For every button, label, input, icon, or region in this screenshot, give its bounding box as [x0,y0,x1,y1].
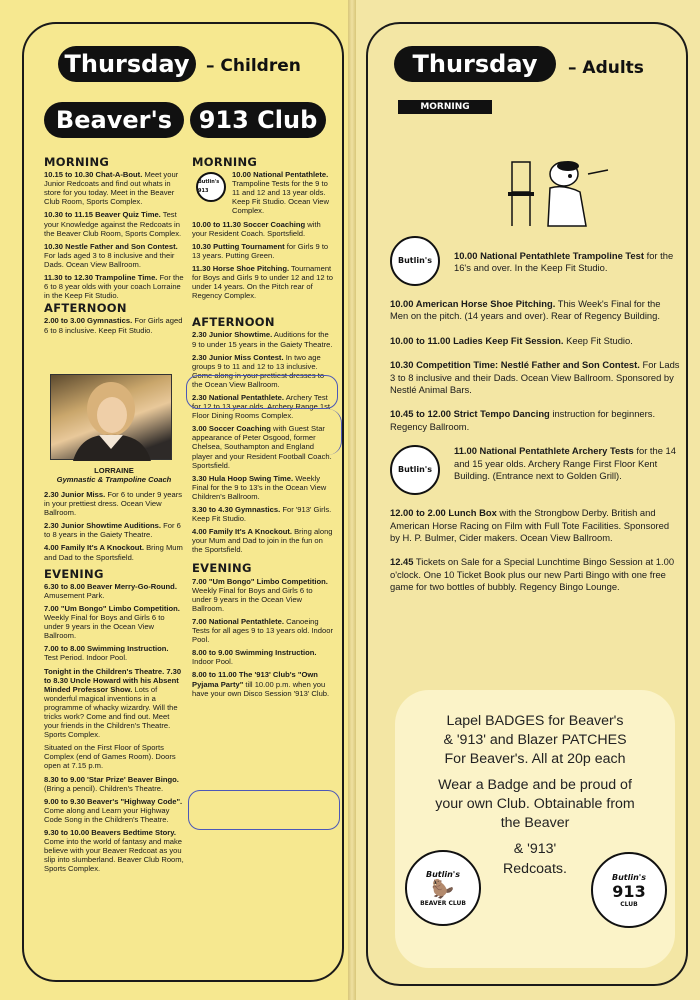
club913-morning-heading: MORNING [192,155,258,169]
list-item: 2.30 Junior Miss. For 6 to under 9 years in your prettiest dress. Ocean View Ballroom. [44,490,183,518]
list-item: 3.30 Hula Hoop Swing Time. Weekly Final for the 9 to 13's in the Ocean View Children's Ballroom. [192,473,327,501]
list-item: 6.30 to 8.00 Beaver Merry-Go-Round. Amusement Park. [44,581,177,600]
list-item: 10.30 Putting Tournament for Girls 9 to 13 years. Putting Green. [192,241,329,260]
promo-line: & '913' [513,841,557,857]
lorraine-photo [50,374,172,460]
promo-line: Wear a Badge and be proud of [438,777,632,793]
club913-afternoon-heading: AFTERNOON [192,315,275,330]
list-item: Butlin's 913 10.00 National Pentathlete. Trampoline Tests for the 9 to 11 and 12 and 13 year olds. Keep Fit Studio. Ocean View Complex. [198,170,329,216]
cartoon-illustration [498,152,618,232]
badges-promo-box [395,690,675,968]
list-item: Tonight in the Children's Theatre. 7.30 to 8.30 Uncle Howard with his Absent Minded Professor Show. Lots of wonderful magical inventions in a programme of whacky wizardry. Will the tricks work? Come and find out. Meet your friends in the Children's Theatre. Sports Complex. [44,666,182,740]
list-item: 12.00 to 2.00 Lunch Box with the Strongbow Derby. British and American Horse Racing on Film with Full Tote Facilities. Sponsored by H. P. Bulmer, Cider makers. Ocean View Ballroom. [390,507,670,544]
promo-line: the Beaver [500,815,570,831]
list-item: Butlin's 11.00 National Pentathlete Archery Tests for the 14 and 15 year olds. Archery Range First Floor Kent Building. (Entrance next to Golden Grill). [390,445,680,495]
list-item: 2.30 Junior Miss Contest. In two age groups 9 to 11 and 12 to 13 inclusive. Come along in your prettiest dresses to the Ocean View Ballroom. [192,352,325,389]
beavers-evening-heading: EVENING [44,566,104,581]
day-pill-adults: Thursday [394,46,556,82]
pen-bracket-annotation [186,409,342,455]
list-item: 8.00 to 11.00 The '913' Club's "Own Pyjama Party" till 10.00 p.m. when you have your own Disco Session '913' Club. [192,670,330,698]
club-913-badge-icon: Butlin's 913 CLUB [591,852,667,928]
photo-name: LORRAINE [94,466,134,475]
beaver-club-badge-icon: Butlin's 🦫 BEAVER CLUB [405,850,481,926]
list-item: 7.00 "Um Bongo" Limbo Competition. Weekly Final for Boys and Girls 6 to under 9 years in the Ocean View Ballroom. [44,603,180,641]
list-item: 9.30 to 10.00 Beavers Bedtime Story. Come into the world of fantasy and make believe with your Beaver Redcoat as you slip into slumberland. Beaver Club Room, Sports Complex. [44,828,184,874]
audience-adults: – Adults [568,58,644,78]
list-item: 12.45 Tickets on Sale for a Special Lunchtime Bingo Session at 1.00 o'clock. One 10 Ticket Book plus our new Parti Bingo with one free game for two bottles of bubbly. Regency Bingo Lounge. [390,556,675,593]
promo-line: Redcoats. [503,861,567,877]
list-item: 8.30 to 9.00 'Star Prize' Beaver Bingo. (Bring a pencil). Children's Theatre. [44,774,179,793]
list-item: 10.30 Nestle Father and Son Contest. For lads aged 3 to 8 inclusive and their Dads. Ocean View Ballroom. [44,241,178,269]
list-item: 4.00 Family It's A Knockout. Bring Mum and Dad to the Sportsfield. [44,543,183,562]
list-item: 7.00 National Pentathlete. Canoeing Tests for all ages 9 to 13 years old. Indoor Pool. [192,616,333,645]
butlins-logo-icon: Butlin's [390,236,440,286]
beavers-column-top [44,154,184,339]
butlins-logo-icon: Butlin's [390,445,440,495]
list-item: 7.00 "Um Bongo" Limbo Competition. Weekly Final for Boys and Girls 6 to under 9 years in the Ocean View Ballroom. [192,576,328,613]
pen-circle-annotation [186,375,338,409]
list-item: 10.00 to 11.30 Soccer Coaching with your Resident Coach. Sportsfield. [192,219,321,238]
audience-children: – Children [206,56,301,76]
beavers-afternoon-heading: AFTERNOON [44,301,127,316]
beavers-morning-heading: MORNING [44,155,110,169]
list-item: 10.00 to 11.00 Ladies Keep Fit Session. Keep Fit Studio. [390,334,633,346]
promo-line: Lapel BADGES for Beaver's [446,713,624,729]
list-item: 11.30 to 12.30 Trampoline Time. For the 6 to 8 year olds with your coach Lorraine in the Keep Fit Studio. [44,273,184,301]
list-item: 10.15 to 10.30 Chat-A-Bout. Meet your Junior Redcoats and find out whats in store for you today. Meet in the Beaver Club Room, Sports Complex. [44,170,179,207]
page-gutter [348,0,356,1000]
list-item: 8.00 to 9.00 Swimming Instruction. Indoor Pool. [192,648,317,667]
list-item: 3.00 Soccer Coaching with Guest Star appearance of Peter Osgood, former Chelsea, Southampton and England player and your Resident Football Coach. Sportsfield. [192,424,332,470]
promo-line: For Beaver's. All at 20p each [444,751,626,767]
list-item: 3.30 to 4.30 Gymnastics. For '913' Girls. Keep Fit Studio. [192,505,332,524]
beavers-club-pill: Beaver's [44,102,184,138]
list-item: 7.00 to 8.00 Swimming Instruction. Test Period. Indoor Pool. [44,644,169,663]
promo-line: your own Club. Obtainable from [435,796,635,812]
butlins-913-logo-icon: Butlin's 913 [196,172,226,202]
list-item: 10.45 to 12.00 Strict Tempo Dancing instruction for beginners. Regency Ballroom. [390,408,656,432]
list-item: 9.00 to 9.30 Beaver's "Highway Code". Come along and Learn your Highway Code Song in the Children's Theatre. [44,796,183,824]
list-item: 10.00 American Horse Shoe Pitching. This Week's Final for the Men on the pitch. (14 years and over). Rear of Regency Building. [390,298,661,322]
list-item: 2.30 National Pentathlete. Archery Test for 12 to 13 year olds. Archery Range 1st Floor Dining Rooms Complex. [192,392,331,421]
day-pill-children: Thursday [58,46,196,82]
list-item: Situated on the First Floor of Sports Complex (end of Games Room). Doors open at 7.15 p.m. [44,743,176,771]
list-item: 2.30 Junior Showtime Auditions. For 6 to 8 years in the Gaiety Theatre. [44,521,181,540]
list-item: 10.30 to 11.15 Beaver Quiz Time. Test your Knowledge against the Redcoats in the Beaver Club Room, Sports Complex. [44,210,182,238]
photo-caption: Gymnastic & Trampoline Coach [56,475,172,485]
club913-evening-heading: EVENING [192,561,252,576]
promo-line: & '913' and Blazer PATCHES [443,732,627,748]
pen-circle-annotation [188,790,340,830]
list-item: 11.30 Horse Shoe Pitching. Tournament for Boys and Girls 9 to under 12 and 12 to under 14 years. On the Pitch rear of Regency Complex. [192,263,333,301]
list-item: 4.00 Family It's A Knockout. Bring along your Mum and Dad to join in the fun on the Sportsfield. [192,527,333,555]
adults-schedule [390,236,680,606]
list-item: 2.00 to 3.00 Gymnastics. For Girls aged 6 to 8 inclusive. Keep Fit Studio. [44,316,183,335]
list-item: Butlin's 10.00 National Pentathlete Trampoline Test for the 16's and over. In the Keep Fit Studio. [390,236,680,286]
club-913-pill: 913 Club [190,102,326,138]
list-item: 2.30 Junior Showtime. Auditions for the 9 to under 15 years in the Gaiety Theatre. [192,330,333,349]
list-item: 10.30 Competition Time: Nestlé Father and Son Contest. For Lads 3 to 8 inclusive and their Dads. Ocean View Ballroom. Sponsored by Nestlé Animal Bars. [390,359,680,396]
morning-label: MORNING [398,100,492,114]
photo-caption-block [44,466,184,484]
beavers-column-bottom [44,490,184,877]
